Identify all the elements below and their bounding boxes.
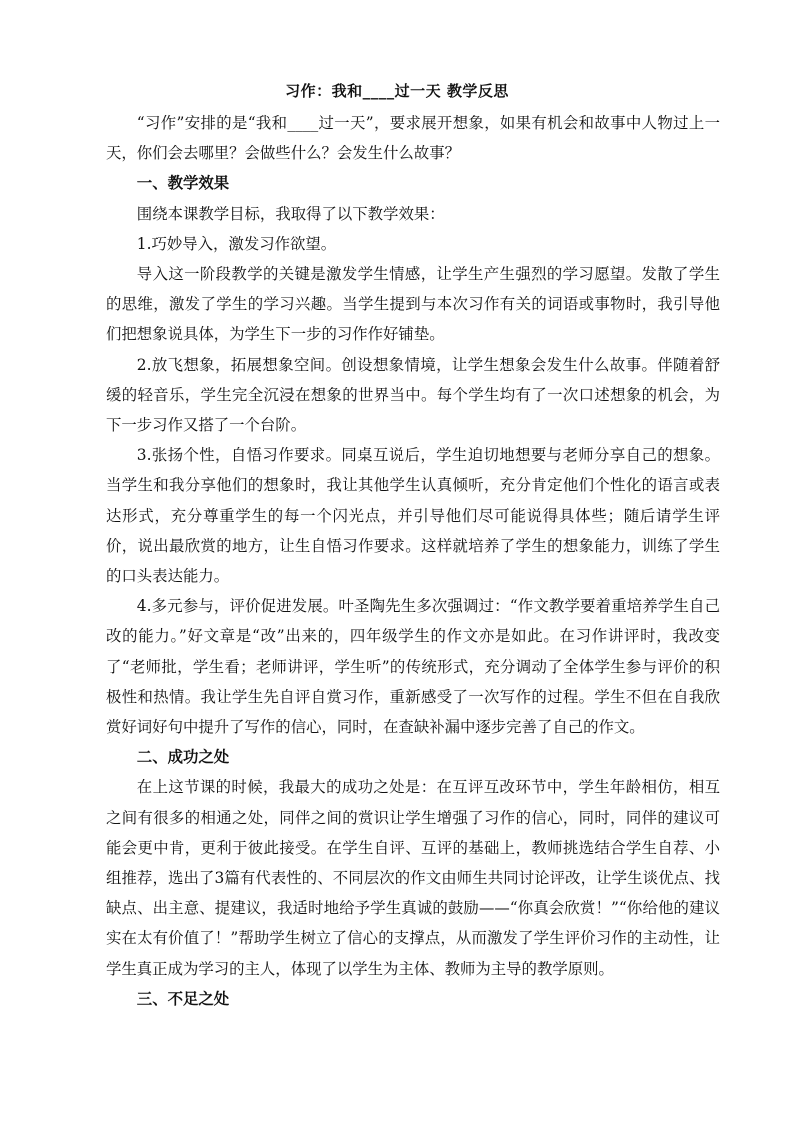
section-heading-effects: 一、教学效果 xyxy=(136,174,230,193)
effect-item-1-body: 导入这一阶段教学的关键是激发学生情感，让学生产生强烈的学习愿望。发散了学生的思维，激发了学生的学习兴趣。当学生提到与本次习作有关的词语或事物时，我引导他们把想象说具体，为学生下一步的习作作好铺垫。 xyxy=(106,265,720,344)
effect-item-4: 4.多元参与，评价促进发展。叶圣陶先生多次强调过：“作文教学要着重培养学生自己改的能力。”好文章是“改”出来的，四年级学生的作文亦是如此。在习作讲评时，我改变了“老师批，学生看；老师讲评，学生听”的传统形式，充分调动了全体学生参与评价的积极性和热情。我让学生先自评自赏习作，重新感受了一次写作的过程。学生不但在自我欣赏好词好句中提升了写作的信心，同时，在查缺补漏中逐步完善了自己的作文。 xyxy=(106,597,720,737)
effect-item-1-title: 1.巧妙导入，激发习作欲望。 xyxy=(136,234,337,253)
effects-intro: 围绕本课教学目标，我取得了以下教学效果： xyxy=(136,204,445,223)
document-title: 习作：我和____过一天 教学反思 xyxy=(285,82,509,100)
intro-paragraph: “习作”安排的是“我和____过一天”，要求展开想象，如果有机会和故事中人物过上一天，你们会去哪里？会做些什么？会发生什么故事？ xyxy=(106,114,720,163)
effect-item-2: 2.放飞想象，拓展想象空间。创设想象情境，让学生想象会发生什么故事。伴随着舒缓的轻音乐，学生完全沉浸在想象的世界当中。每个学生均有了一次口述想象的机会，为下一步习作又搭了一个台阶。 xyxy=(106,355,720,435)
document-body xyxy=(106,108,720,1014)
section-heading-shortcomings: 三、不足之处 xyxy=(136,989,230,1008)
effect-item-3: 3.张扬个性，自悟习作要求。同桌互说后，学生迫切地想要与老师分享自己的想象。当学生和我分享他们的想象时，我让其他学生认真倾听，充分肯定他们个性化的语言或表达形式，充分尊重学生的每一个闪光点，并引导他们尽可能说得具体些；随后请学生评价，说出最欣赏的地方，让生自悟习作要求。这样就培养了学生的想象能力，训练了学生的口头表达能力。 xyxy=(106,446,720,586)
success-paragraph: 在上这节课的时候，我最大的成功之处是：在互评互改环节中，学生年龄相仿，相互之间有很多的相通之处，同伴之间的赏识让学生增强了习作的信心，同时，同伴的建议可能会更中肯，更利于彼此接受。在学生自评、互评的基础上，教师挑选结合学生自荐、小组推荐，选出了3篇有代表性的、不同层次的作文由师生共同讨论评改，让学生谈优点、找缺点、出主意、提建议，我适时地给予学生真诚的鼓励——“你真会欣赏！”“你给他的建议实在太有价值了！”帮助学生树立了信心的支撑点，从而激发了学生评价习作的主动性，让学生真正成为学习的主人，体现了以学生为主体、教师为主导的教学原则。 xyxy=(106,778,720,978)
section-heading-success: 二、成功之处 xyxy=(136,748,230,767)
